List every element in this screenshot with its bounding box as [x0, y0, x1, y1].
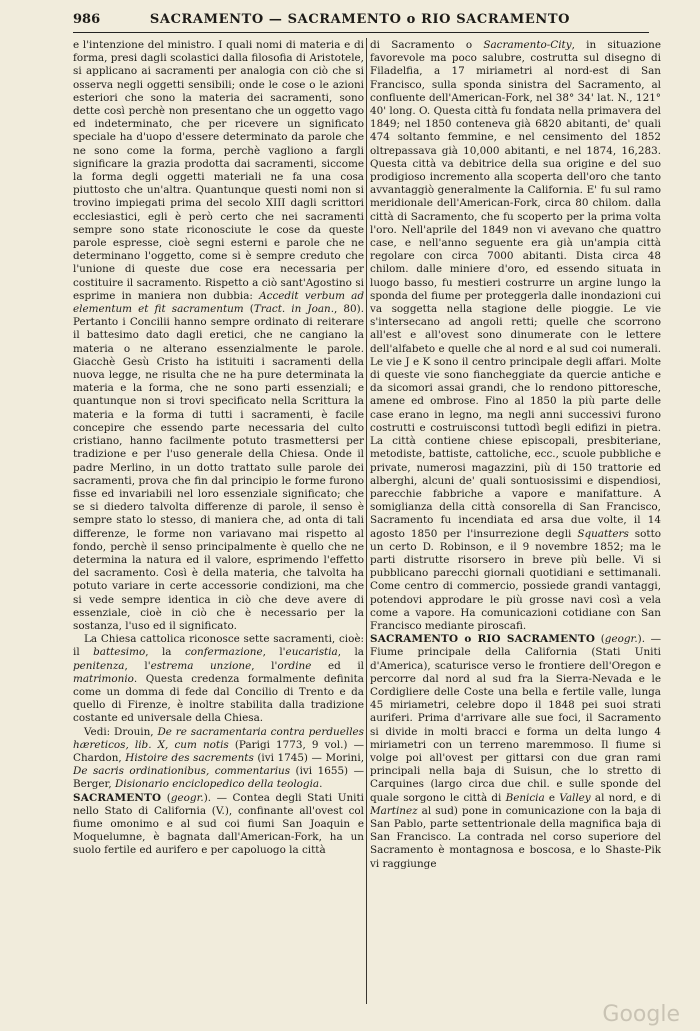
left-column	[73, 39, 364, 999]
right-column	[370, 39, 661, 999]
entry-paragraph: SACRAMENTO o RIO SACRAMENTO (geogr.). — Fiume principale della California (Stati Uniti d'America), scaturisce verso le frontiere dell'Oregon e percorre dal nord al sud fra la Sierra-Nevada e le Cordigliere delle Coste una bella e fertile valle, lunga 45 miriametri, celebre dopo il 1848 pei suoi strati auriferi. Prima d'arrivare alle sue foci, il Sacramento si divide in molti bracci e forma un delta lungo 4 miriametri con un terreno maremmoso. Il fiume si volge poi all'ovest per gittarsi con due gran rami principali nella baja di Suisun, che lo stretto di Carquines (largo circa due chil. e sulle sponde del quale sorgono le città di Benicia e Valley al nord, e di Martinez al sud) pone in comunicazione con la baja di San Pablo, parte settentrionale della magnifica baja di San Francisco. La contrada nel corso superiore del Sacramento è montagnosa e boscosa, e lo Shaste-Pik vi raggiunge	[370, 633, 661, 870]
column-divider	[366, 38, 367, 1004]
entry-paragraph: SACRAMENTO (geogr.). — Contea degli Stati Uniti nello Stato di California (V.), confinante all'ovest col fiume omonimo e al sud coi fiumi San Joaquin e Moquelumne, è bagnata dall'American-Fork, ha un suolo fertile ed aurifero e per capoluogo la città	[73, 791, 364, 857]
paragraph: di Sacramento o Sacramento-City, in situazione favorevole ma poco salubre, costrutta sul disegno di Filadelfia, a 17 miriametri al nord-est di San Francisco, sulla sponda sinistra del Sacramento, al confluente dell'American-Fork, nel 38° 34' lat. N., 121° 40' long. O. Questa città fu fondata nella primavera del 1849; nel 1850 conteneva già 6820 abitanti, de' quali 474 soltanto femmine, e nel censimento del 1852 oltrepassava già 10,000 abitanti, e nel 1874, 16,283. Questa città va debitrice della sua origine e del suo prodigioso incremento alla scoperta dell'oro che tanto avvantaggiò generalmente la California. E' fu sul ramo meridionale dell'American-Fork, circa 80 chilom. dalla città di Sacramento, che fu scoperto per la prima volta l'oro. Nell'aprile del 1849 non vi avevano che quattro case, e nell'anno seguente era già un'ampia città regolare con circa 7000 abitanti. Dista circa 48 chilom. dalle miniere d'oro, ed essendo situata in luogo basso, fu mestieri costrurre un argine lungo la sponda del fiume per proteggerla dalle inondazioni cui va soggetta nella stagione delle pioggie. Le vie s'intersecano ad angoli retti; quelle che scorrono all'est e all'ovest sono dinumerate con le lettere dell'alfabeto e quelle che al nord e al sud coi numerali. Le vie J e K sono il centro principale degli affari. Molte di queste vie sono fiancheggiate da quercie antiche e da sicomori assai grandi, che lo rendono pittoresche, amene ed ombrose. Fino al 1850 la più parte delle case erano in legno, ma negli anni successivi furono costrutti e costruisconsi tuttodì begli edifizi in pietra. La città contiene chiese episcopali, presbiteriane, metodiste, battiste, cattoliche, ecc., scuole pubbliche e private, numerosi magazzini, più di 150 trattorie ed alberghi, alcuni de' quali sontuosissimi e dispendiosi, parecchie fabbriche a vapore e manifatture. A somiglianza della città consorella di San Francisco, Sacramento fu incendiata ed arsa due volte, il 14 agosto 1850 per l'insurrezione degli Squatters sotto un certo D. Robinson, e il 9 novembre 1852; ma le parti distrutte risorsero in breve più belle. Vi si pubblicano parecchi giornali quotidiani e settimanali. Come centro di commercio, possiede grandi vantaggi, potendovi approdare le più grosse navi così a vela come a vapore. Ha comunicazioni cotidiane con San Francisco mediante piroscafi.	[370, 39, 661, 632]
paragraph: La Chiesa cattolica riconosce sette sacramenti, cioè: il battesimo, la confermazione, l'eucaristia, la penitenza, l'estrema unzione, l'ordine ed il matrimonio. Questa credenza formalmente definita come un domma di fede dal Concilio di Trento e da quello di Firenze, è inoltre stabilita dalla tradizione costante ed universale della Chiesa.	[73, 633, 364, 725]
page-header	[73, 12, 647, 32]
bibliography-paragraph: Vedi: Drouin, De re sacramentaria contra perduelles hæreticos, lib. X, cum notis (Parigi 1773, 9 vol.) — Chardon, Histoire des sacrements (ivi 1745) — Morini, De sacris ordinationibus, commentarius (ivi 1655) — Berger, Disionario enciclopedico della teologia.	[73, 725, 364, 791]
paragraph: e l'intenzione del ministro. I quali nomi di materia e di forma, presi dagli scolastici dalla filosofia di Aristotele, si applicano ai sacramenti per analogia con ciò che si osserva negli oggetti sensibili; onde le cose o le azioni esteriori che sono la materia dei sacramenti, sono dette così perchè non presentano che un oggetto vago ed indeterminato, che per ricevere un significato speciale ha d'uopo d'essere determinato da parole che ne sono come la forma, perchè vagliono a fargli significare la grazia prodotta dai sacramenti, siccome la forma degli oggetti materiali ne fa una cosa piuttosto che un'altra. Quantunque questi nomi non si trovino impiegati prima del secolo XIII dagli scrittori ecclesiastici, egli è però certo che nei sacramenti sempre sono state riconosciute le cose da queste parole espresse, cioè segni esterni e parole che ne determinano l'oggetto, come si è sempre creduto che l'unione di queste due cose era necessaria per costituire il sacramento. Rispetto a ciò sant'Agostino si esprime in maniera non dubbia: Accedit verbum ad elementum et fit sacramentum (Tract. in Joan., 80). Pertanto i Concilii hanno sempre ordinato di reiterare il battesimo dato dagli eretici, che ne cangiano la materia o ne alterano essenzialmente le parole. Giacchè Gesù Cristo ha istituiti i sacramenti della nuova legge, ne risulta che ne ha pure determinata la materia e la forma, che ne sono parti essenziali; e quantunque non si trovi specificato nella Scrittura la materia e la forma di tutti i sacramenti, è facile concepire che essendo parte necessaria del culto cristiano, hanno facilmente potuto trasmettersi per tradizione e per l'uso generale della Chiesa. Onde il padre Merlino, in un dotto trattato sulle parole dei sacramenti, prova che fin dal principio le forme furono fisse ed invariabili nel loro essenziale significato; che se si diedero talvolta differenze di parole, il senso è sempre stato lo stesso, di maniera che, ad onta di tali differenze, le forme non variavano mai rispetto al fondo, perchè il senso principalmente è quello che ne determina la natura ed il valore, esprimendo l'effetto del sacramento. Così è della materia, che talvolta ha potuto variare in certe accessorie condizioni, ma che si vede sempre identica in ciò che deve avere di essenziale, cioè in ciò che è necessario per la sostanza, l'uso ed il significato.	[73, 39, 364, 632]
entry-headword: SACRAMENTO o RIO SACRAMENTO	[370, 633, 596, 646]
entry-headword: SACRAMENTO	[73, 791, 162, 804]
running-title: SACRAMENTO — SACRAMENTO o RIO SACRAMENTO	[149, 12, 571, 27]
header-rule	[73, 32, 649, 33]
watermark-text: Google	[602, 1002, 680, 1027]
page-number: 986	[73, 12, 101, 27]
